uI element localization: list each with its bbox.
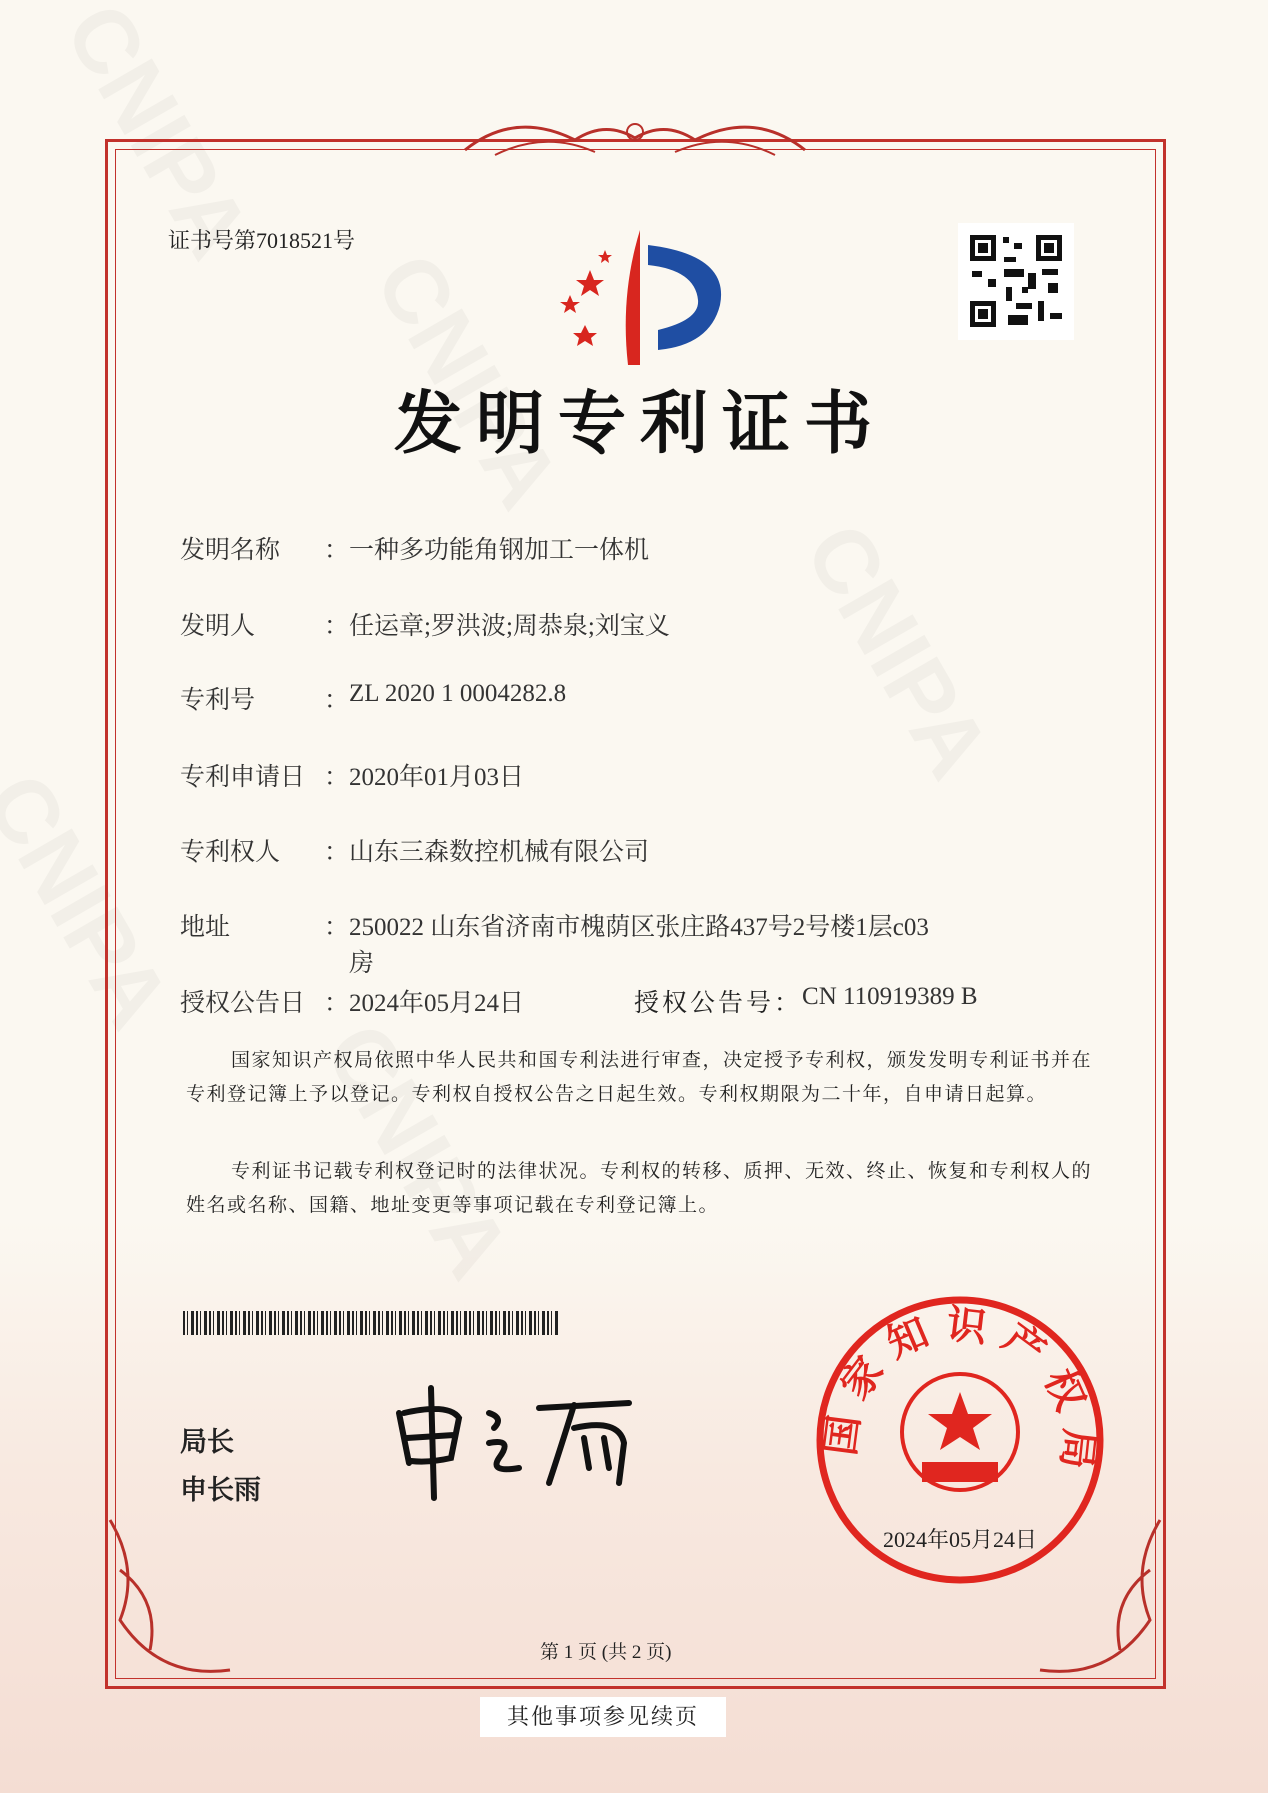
corner-ornament-icon bbox=[100, 1510, 240, 1690]
seal-text: 国家知识产权局 bbox=[817, 1301, 1103, 1486]
page-footer: 第 1 页 (共 2 页) bbox=[540, 1642, 672, 1663]
field-inventors bbox=[180, 606, 670, 642]
field-label: 专利权人 ： bbox=[180, 832, 349, 868]
field-value: 2024年05月24日 bbox=[349, 990, 525, 1017]
field-value: 一种多功能角钢加工一体机 bbox=[349, 537, 650, 564]
field-address bbox=[180, 907, 929, 979]
page-title: 发明专利证书 bbox=[394, 385, 887, 464]
field-label: 授权公告日 ： bbox=[180, 983, 349, 1019]
official-seal-icon bbox=[812, 1292, 1108, 1588]
field-patentee bbox=[180, 832, 649, 868]
field-label: 地址 ： bbox=[180, 907, 349, 979]
field-invention-name bbox=[180, 530, 649, 566]
label-text: 地址 bbox=[180, 914, 231, 941]
continuation-note: 其他事项参见续页 bbox=[480, 1697, 726, 1737]
seal-date: 2024年05月24日 bbox=[882, 1527, 1038, 1552]
field-grant-date bbox=[180, 983, 524, 1019]
field-label: 发明名称 ： bbox=[180, 530, 349, 566]
field-value: 任运章;罗洪波;周恭泉;刘宝义 bbox=[349, 613, 670, 640]
field-label: 专利申请日 ： bbox=[180, 757, 349, 793]
field-publication-number bbox=[634, 983, 978, 1019]
address-line-2: 房 bbox=[349, 950, 375, 977]
field-patent-number bbox=[180, 680, 566, 716]
label-text: 授权公告日 bbox=[180, 990, 306, 1017]
field-value: 山东三森数控机械有限公司 bbox=[349, 839, 650, 866]
field-application-date bbox=[180, 757, 524, 793]
label-text: 发明名称 bbox=[180, 537, 281, 564]
qr-code bbox=[958, 223, 1074, 340]
label-text: 授权公告号 bbox=[634, 990, 775, 1017]
director-name: 申长雨 bbox=[180, 1475, 261, 1506]
label-text: 发明人 bbox=[180, 613, 256, 640]
director-title: 局长 bbox=[180, 1427, 234, 1458]
top-ornament-icon bbox=[455, 110, 815, 170]
legal-paragraph-1: 国家知识产权局依照中华人民共和国专利法进行审查，决定授予专利权，颁发发明专利证书并在专利登记簿上予以登记。专利权自授权公告之日起生效。专利权期限为二十年，自申请日起算。 bbox=[186, 1050, 1093, 1105]
legal-paragraph-2: 专利证书记载专利权登记时的法律状况。专利权的转移、质押、无效、终止、恢复和专利权人的姓名或名称、国籍、地址变更等事项记载在专利登记簿上。 bbox=[186, 1161, 1093, 1216]
director-signature bbox=[389, 1383, 649, 1501]
field-label: 授权公告号： bbox=[634, 990, 803, 1017]
field-value bbox=[349, 907, 929, 979]
field-label: 发明人 ： bbox=[180, 606, 349, 642]
field-value: CN 110919389 B bbox=[802, 983, 978, 1010]
certificate-number: 证书号第7018521号 bbox=[168, 228, 356, 253]
field-label: 专利号 ： bbox=[180, 680, 349, 716]
field-value: ZL 2020 1 0004282.8 bbox=[349, 680, 567, 707]
field-value: 2020年01月03日 bbox=[349, 764, 525, 791]
barcode bbox=[183, 1311, 558, 1335]
address-line-1: 250022 山东省济南市槐荫区张庄路437号2号楼1层c03 bbox=[349, 914, 929, 941]
label-text: 专利权人 bbox=[180, 839, 281, 866]
label-text: 专利申请日 bbox=[180, 764, 306, 791]
label-text: 专利号 bbox=[180, 687, 256, 714]
cnipa-logo-icon bbox=[540, 225, 730, 370]
